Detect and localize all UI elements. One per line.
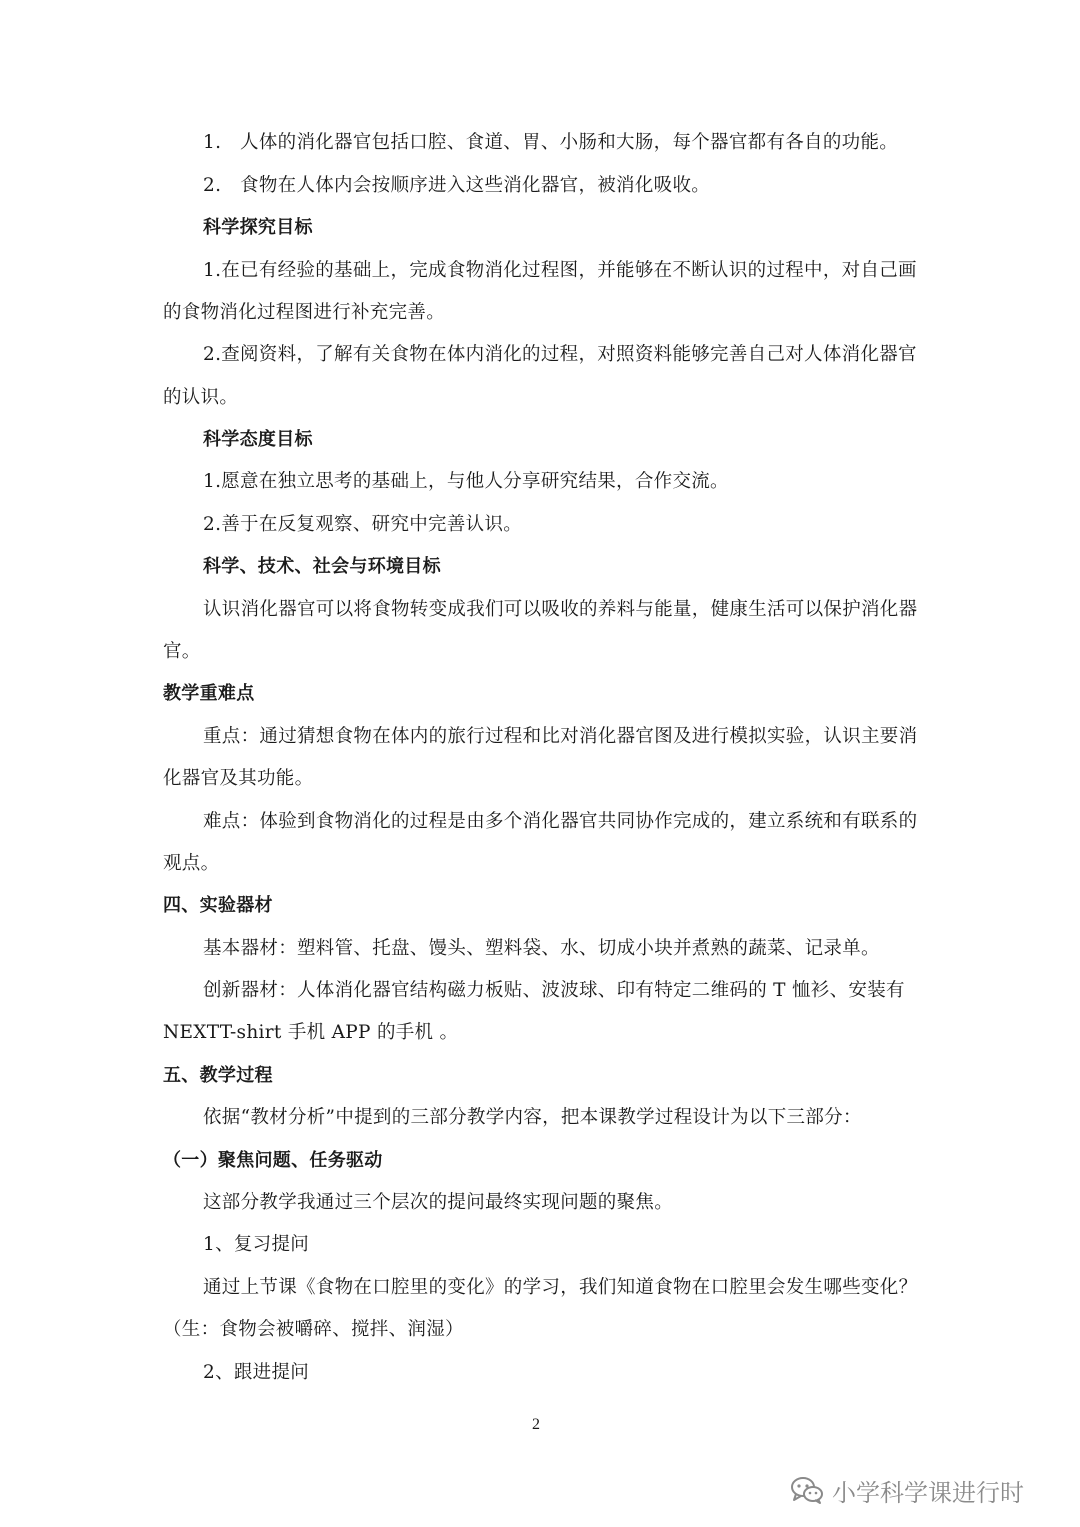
text-line: 2、跟进提问 xyxy=(203,1362,310,1383)
text-line: 的认识。 xyxy=(163,387,239,408)
text-line: 基本器材：塑料管、托盘、馒头、塑料袋、水、切成小块并煮熟的蔬菜、记录单。 xyxy=(203,938,880,959)
text-line: 依据“教材分析”中提到的三部分教学内容，把本课教学过程设计为以下三部分： xyxy=(203,1107,862,1128)
text-line: 的食物消化过程图进行补充完善。 xyxy=(163,302,446,323)
wechat-icon xyxy=(790,1475,824,1505)
text-line: 1.愿意在独立思考的基础上，与他人分享研究结果，合作交流。 xyxy=(203,471,729,492)
section-heading: 教学重难点 xyxy=(163,683,255,704)
watermark xyxy=(790,1470,1024,1510)
text-line: 化器官及其功能。 xyxy=(163,768,314,789)
section-heading: 科学、技术、社会与环境目标 xyxy=(203,556,441,577)
text-line: 通过上节课《食物在口腔里的变化》的学习，我们知道食物在口腔里会发生哪些变化？ xyxy=(203,1277,918,1298)
section-heading: （一）聚焦问题、任务驱动 xyxy=(163,1150,383,1171)
text-line: 官。 xyxy=(163,641,201,662)
text-line: 这部分教学我通过三个层次的提问最终实现问题的聚焦。 xyxy=(203,1192,674,1213)
section-heading: 五、教学过程 xyxy=(163,1065,273,1086)
text-line: 2.善于在反复观察、研究中完善认识。 xyxy=(203,514,523,535)
section-heading: 科学探究目标 xyxy=(203,217,313,238)
text-line: 2. 食物在人体内会按顺序进入这些消化器官，被消化吸收。 xyxy=(203,175,711,196)
section-heading: 科学态度目标 xyxy=(203,429,313,450)
watermark-text: 小学科学课进行时 xyxy=(832,1478,1024,1507)
page-number: 2 xyxy=(532,1416,540,1433)
text-line: 重点：通过猜想食物在体内的旅行过程和比对消化器官图及进行模拟实验，认识主要消 xyxy=(203,726,918,747)
text-line: 创新器材：人体消化器官结构磁力板贴、波波球、印有特定二维码的 T 恤衫、安装有 xyxy=(203,980,905,1001)
text-line: 2.查阅资料，了解有关食物在体内消化的过程，对照资料能够完善自己对人体消化器官 xyxy=(203,344,917,365)
section-heading: 四、实验器材 xyxy=(163,895,273,916)
text-line: 认识消化器官可以将食物转变成我们可以吸收的养料与能量，健康生活可以保护消化器 xyxy=(203,599,918,620)
text-line: 观点。 xyxy=(163,853,220,874)
text-line: （生：食物会被嚼碎、搅拌、润湿） xyxy=(163,1319,464,1340)
text-line: NEXTT-shirt 手机 APP 的手机 。 xyxy=(163,1022,459,1043)
text-line: 难点：体验到食物消化的过程是由多个消化器官共同协作完成的，建立系统和有联系的 xyxy=(203,811,918,832)
text-line: 1. 人体的消化器官包括口腔、食道、胃、小肠和大肠，每个器官都有各自的功能。 xyxy=(203,132,899,153)
text-line: 1.在已有经验的基础上，完成食物消化过程图，并能够在不断认识的过程中，对自己画 xyxy=(203,260,917,281)
text-line: 1、复习提问 xyxy=(203,1234,310,1255)
